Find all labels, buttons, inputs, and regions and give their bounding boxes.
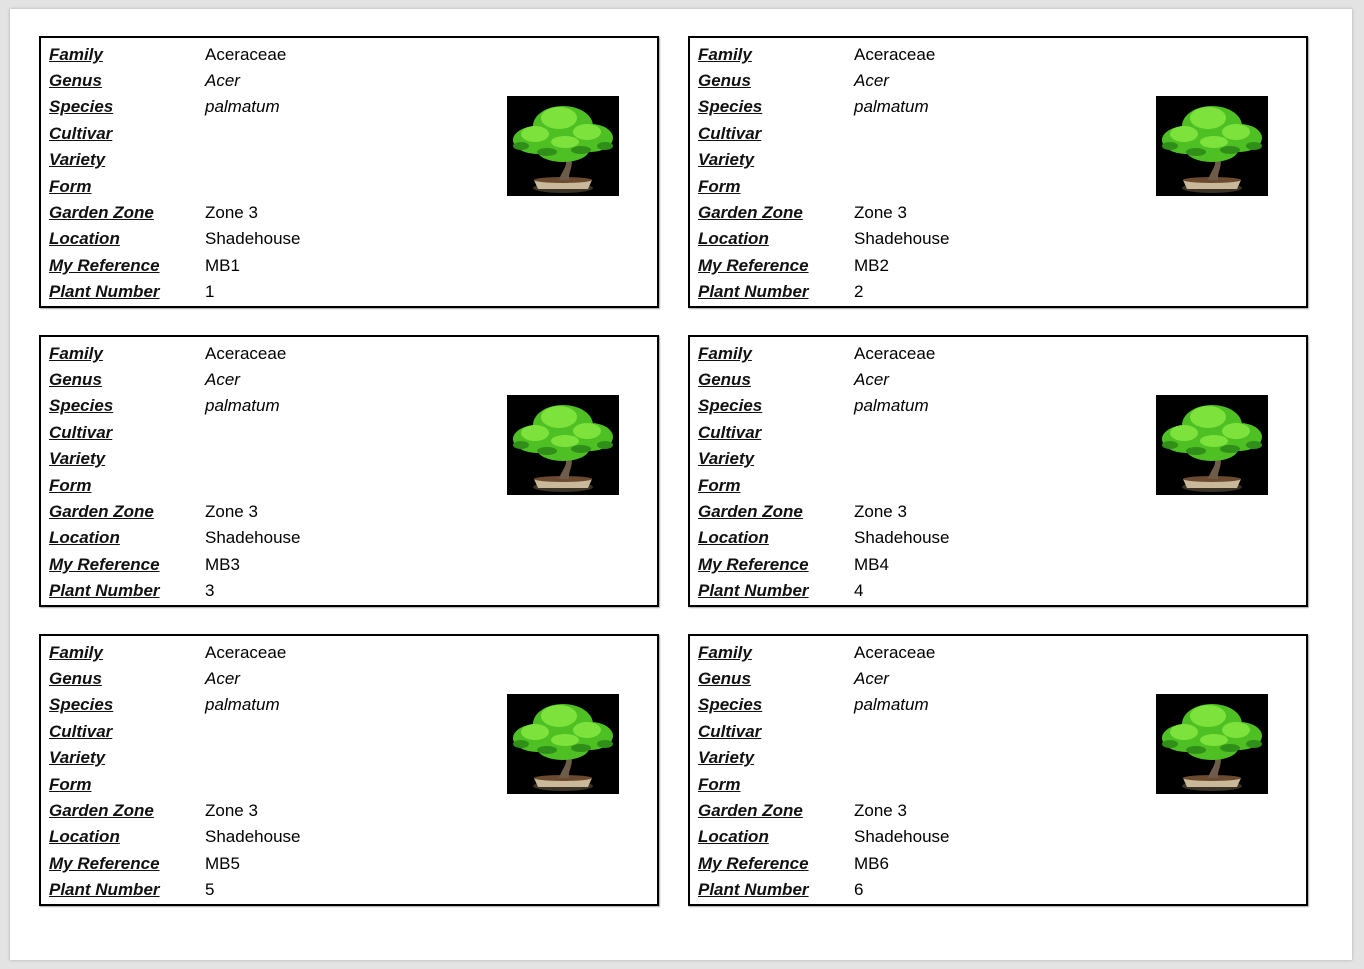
garden-zone-label: Garden Zone: [698, 801, 803, 820]
my-reference-label: My Reference: [698, 256, 809, 275]
form-label: Form: [698, 177, 741, 196]
bonsai-tree-photo-icon: [1156, 694, 1268, 794]
genus-value: Acer: [205, 370, 240, 389]
plant-number-label: Plant Number: [49, 581, 160, 600]
location-label: Location: [49, 528, 120, 547]
location-value: Shadehouse: [205, 229, 301, 248]
plant-number-value: 2: [854, 282, 864, 301]
plant-number-value: 3: [205, 581, 215, 600]
my-reference-label: My Reference: [698, 555, 809, 574]
plant-label-card-3: [39, 335, 659, 607]
species-value: palmatum: [205, 396, 280, 415]
my-reference-label: My Reference: [698, 854, 809, 873]
location-label: Location: [49, 827, 120, 846]
genus-value: Acer: [205, 669, 240, 688]
species-value: palmatum: [205, 695, 280, 714]
plant-number-label: Plant Number: [49, 282, 160, 301]
plant-number-value: 4: [854, 581, 864, 600]
plant-label-card-6: [688, 634, 1308, 906]
garden-zone-label: Garden Zone: [698, 203, 803, 222]
family-label: Family: [698, 45, 752, 64]
bonsai-tree-photo-icon: [1156, 395, 1268, 495]
cultivar-label: Cultivar: [698, 423, 762, 442]
my-reference-label: My Reference: [49, 555, 160, 574]
my-reference-label: My Reference: [49, 256, 160, 275]
variety-label: Variety: [49, 748, 106, 767]
cultivar-label: Cultivar: [49, 423, 113, 442]
cultivar-label: Cultivar: [698, 124, 762, 143]
garden-zone-label: Garden Zone: [49, 801, 154, 820]
genus-label: Genus: [49, 669, 102, 688]
bonsai-tree-photo-icon: [507, 395, 619, 495]
garden-zone-value: Zone 3: [854, 502, 907, 521]
plant-number-label: Plant Number: [698, 880, 809, 899]
variety-label: Variety: [698, 449, 755, 468]
family-value: Aceraceae: [854, 643, 936, 662]
garden-zone-label: Garden Zone: [49, 502, 154, 521]
label-sheet: [10, 9, 1352, 960]
location-label: Location: [698, 528, 769, 547]
family-value: Aceraceae: [854, 344, 936, 363]
plant-label-card-2: [688, 36, 1308, 308]
species-value: palmatum: [854, 97, 929, 116]
plant-number-value: 6: [854, 880, 864, 899]
location-label: Location: [698, 827, 769, 846]
family-label: Family: [49, 643, 103, 662]
variety-label: Variety: [49, 449, 106, 468]
genus-value: Acer: [854, 71, 889, 90]
bonsai-tree-photo-icon: [1156, 96, 1268, 196]
species-value: palmatum: [854, 396, 929, 415]
family-label: Family: [49, 45, 103, 64]
plant-number-value: 1: [205, 282, 215, 301]
plant-label-card-1: [39, 36, 659, 308]
variety-label: Variety: [49, 150, 106, 169]
species-label: Species: [49, 695, 114, 714]
genus-label: Genus: [49, 71, 102, 90]
plant-number-label: Plant Number: [698, 282, 809, 301]
family-value: Aceraceae: [854, 45, 936, 64]
my-reference-value: MB3: [205, 555, 240, 574]
plant-number-label: Plant Number: [49, 880, 160, 899]
garden-zone-value: Zone 3: [205, 203, 258, 222]
species-value: palmatum: [205, 97, 280, 116]
location-value: Shadehouse: [854, 827, 950, 846]
bonsai-tree-photo-icon: [507, 694, 619, 794]
species-label: Species: [698, 97, 763, 116]
family-label: Family: [698, 344, 752, 363]
cultivar-label: Cultivar: [49, 124, 113, 143]
garden-zone-label: Garden Zone: [698, 502, 803, 521]
family-label: Family: [49, 344, 103, 363]
variety-label: Variety: [698, 748, 755, 767]
species-label: Species: [698, 695, 763, 714]
location-value: Shadehouse: [205, 528, 301, 547]
family-label: Family: [698, 643, 752, 662]
variety-label: Variety: [698, 150, 755, 169]
family-value: Aceraceae: [205, 643, 287, 662]
my-reference-value: MB4: [854, 555, 889, 574]
genus-label: Genus: [698, 71, 751, 90]
location-label: Location: [49, 229, 120, 248]
my-reference-value: MB5: [205, 854, 240, 873]
garden-zone-value: Zone 3: [205, 502, 258, 521]
cultivar-label: Cultivar: [698, 722, 762, 741]
location-value: Shadehouse: [854, 229, 950, 248]
genus-value: Acer: [854, 669, 889, 688]
family-value: Aceraceae: [205, 45, 287, 64]
location-value: Shadehouse: [854, 528, 950, 547]
form-label: Form: [49, 476, 92, 495]
species-label: Species: [49, 97, 114, 116]
form-label: Form: [698, 775, 741, 794]
my-reference-value: MB2: [854, 256, 889, 275]
plant-label-card-5: [39, 634, 659, 906]
cultivar-label: Cultivar: [49, 722, 113, 741]
family-value: Aceraceae: [205, 344, 287, 363]
form-label: Form: [49, 177, 92, 196]
genus-label: Genus: [698, 370, 751, 389]
plant-number-value: 5: [205, 880, 215, 899]
garden-zone-label: Garden Zone: [49, 203, 154, 222]
genus-value: Acer: [205, 71, 240, 90]
garden-zone-value: Zone 3: [854, 801, 907, 820]
species-label: Species: [49, 396, 114, 415]
my-reference-value: MB1: [205, 256, 240, 275]
plant-number-label: Plant Number: [698, 581, 809, 600]
my-reference-value: MB6: [854, 854, 889, 873]
plant-label-card-4: [688, 335, 1308, 607]
bonsai-tree-photo-icon: [507, 96, 619, 196]
location-label: Location: [698, 229, 769, 248]
species-label: Species: [698, 396, 763, 415]
garden-zone-value: Zone 3: [205, 801, 258, 820]
form-label: Form: [49, 775, 92, 794]
garden-zone-value: Zone 3: [854, 203, 907, 222]
genus-value: Acer: [854, 370, 889, 389]
genus-label: Genus: [698, 669, 751, 688]
form-label: Form: [698, 476, 741, 495]
species-value: palmatum: [854, 695, 929, 714]
genus-label: Genus: [49, 370, 102, 389]
my-reference-label: My Reference: [49, 854, 160, 873]
location-value: Shadehouse: [205, 827, 301, 846]
